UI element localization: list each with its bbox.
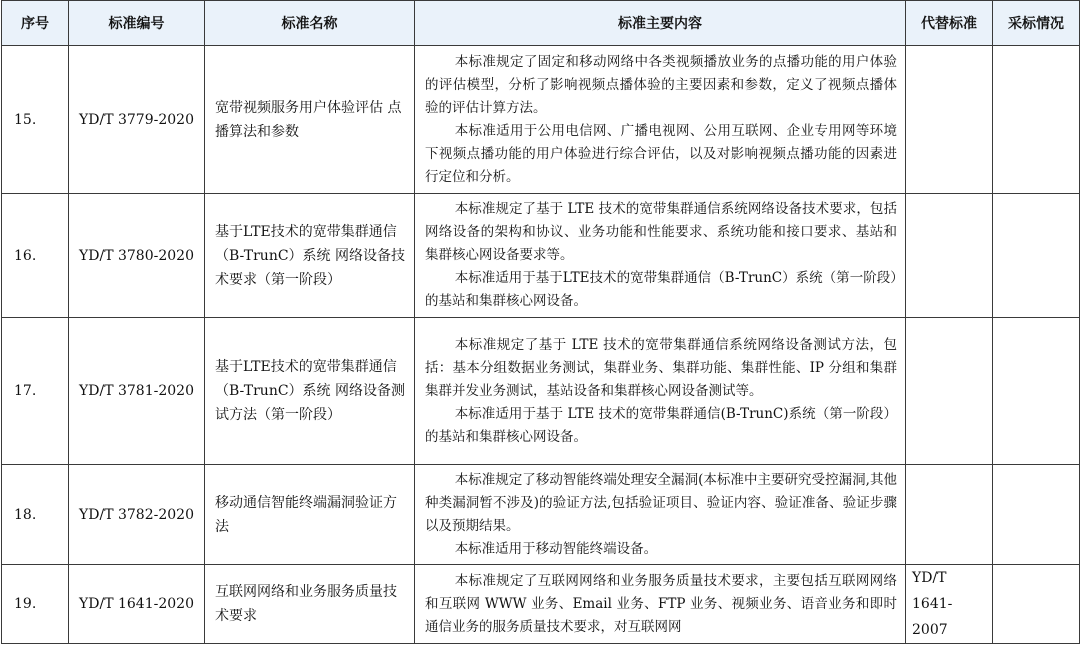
content-paragraph: 本标准适用于移动智能终端设备。 <box>454 540 658 557</box>
row-name: 互联网网络和业务服务质量技术要求 <box>205 565 415 644</box>
content-paragraph: 本标准规定了基于 LTE 技术的宽带集群通信系统网络设备测试方法，包括：基本分组数据业务测试，集群业务、集群功能、集群性能、IP 分组和集群集群并发业务测试，基站设备和集群核心网设备测试等。 <box>425 336 897 399</box>
row-code: YD/T 3781-2020 <box>69 318 205 465</box>
row-name: 基于LTE技术的宽带集群通信（B-TrunC）系统 网络设备技术要求（第一阶段） <box>205 194 415 318</box>
row-content <box>415 565 906 644</box>
header-name: 标准名称 <box>205 1 415 46</box>
standards-table <box>1 0 1080 644</box>
content-paragraph: 本标准规定了互联网网络和业务服务质量技术要求，主要包括互联网网络和互联网 WWW 业务、Email 业务、FTP 业务、视频业务、语音业务和即时通信业务的服务质量技术要求，对互联网网 <box>425 572 897 635</box>
row-seq: 17. <box>2 318 69 465</box>
content-paragraph: 本标准规定了固定和移动网络中各类视频播放业务的点播功能的用户体验的评估模型，分析了影响视频点播体验的主要因素和参数，定义了视频点播体验的评估计算方法。 <box>425 53 897 116</box>
header-row <box>2 1 1080 46</box>
table-row <box>2 46 1080 194</box>
row-code: YD/T 3782-2020 <box>69 465 205 565</box>
row-code: YD/T 3779-2020 <box>69 46 205 194</box>
table-row <box>2 318 1080 465</box>
content-paragraph: 本标准适用于基于 LTE 技术的宽带集群通信(B-TrunC)系统（第一阶段）的基站和集群核心网设备。 <box>425 405 897 445</box>
row-adoption <box>993 465 1080 565</box>
row-adoption <box>993 565 1080 644</box>
row-seq: 15. <box>2 46 69 194</box>
row-replaces <box>906 318 993 465</box>
row-content <box>415 465 906 565</box>
row-name: 移动通信智能终端漏洞验证方法 <box>205 465 415 565</box>
row-code: YD/T 1641-2020 <box>69 565 205 644</box>
content-paragraph: 本标准适用于公用电信网、广播电视网、公用互联网、企业专用网等环境下视频点播功能的用户体验进行综合评估，以及对影响视频点播功能的因素进行定位和分析。 <box>425 122 897 185</box>
row-seq: 16. <box>2 194 69 318</box>
row-content <box>415 194 906 318</box>
row-replaces: YD/T 1641-2007 <box>906 565 993 644</box>
row-content <box>415 318 906 465</box>
row-adoption <box>993 194 1080 318</box>
content-paragraph: 本标准适用于基于LTE技术的宽带集群通信（B-TrunC）系统（第一阶段）的基站和集群核心网设备。 <box>425 270 897 309</box>
row-name: 宽带视频服务用户体验评估 点播算法和参数 <box>205 46 415 194</box>
header-content: 标准主要内容 <box>415 1 906 46</box>
row-name: 基于LTE技术的宽带集群通信（B-TrunC）系统 网络设备测试方法（第一阶段） <box>205 318 415 465</box>
content-paragraph: 本标准规定了基于 LTE 技术的宽带集群通信系统网络设备技术要求，包括网络设备的架构和协议、业务功能和性能要求、系统功能和接口要求、基站和集群核心网设备要求等。 <box>425 201 897 263</box>
row-content <box>415 46 906 194</box>
row-seq: 18. <box>2 465 69 565</box>
table-row <box>2 465 1080 565</box>
content-paragraph: 本标准规定了移动智能终端处理安全漏洞(本标准中主要研究受控漏洞,其他种类漏洞暂不涉及)的验证方法,包括验证项目、验证内容、验证准备、验证步骤以及预期结果。 <box>425 471 897 534</box>
header-adoption: 采标情况 <box>993 1 1080 46</box>
row-adoption <box>993 46 1080 194</box>
row-replaces <box>906 465 993 565</box>
row-code: YD/T 3780-2020 <box>69 194 205 318</box>
row-adoption <box>993 318 1080 465</box>
table-row <box>2 565 1080 644</box>
row-seq: 19. <box>2 565 69 644</box>
table-row <box>2 194 1080 318</box>
header-code: 标准编号 <box>69 1 205 46</box>
row-replaces <box>906 46 993 194</box>
header-seq: 序号 <box>2 1 69 46</box>
row-replaces <box>906 194 993 318</box>
header-replaces: 代替标准 <box>906 1 993 46</box>
